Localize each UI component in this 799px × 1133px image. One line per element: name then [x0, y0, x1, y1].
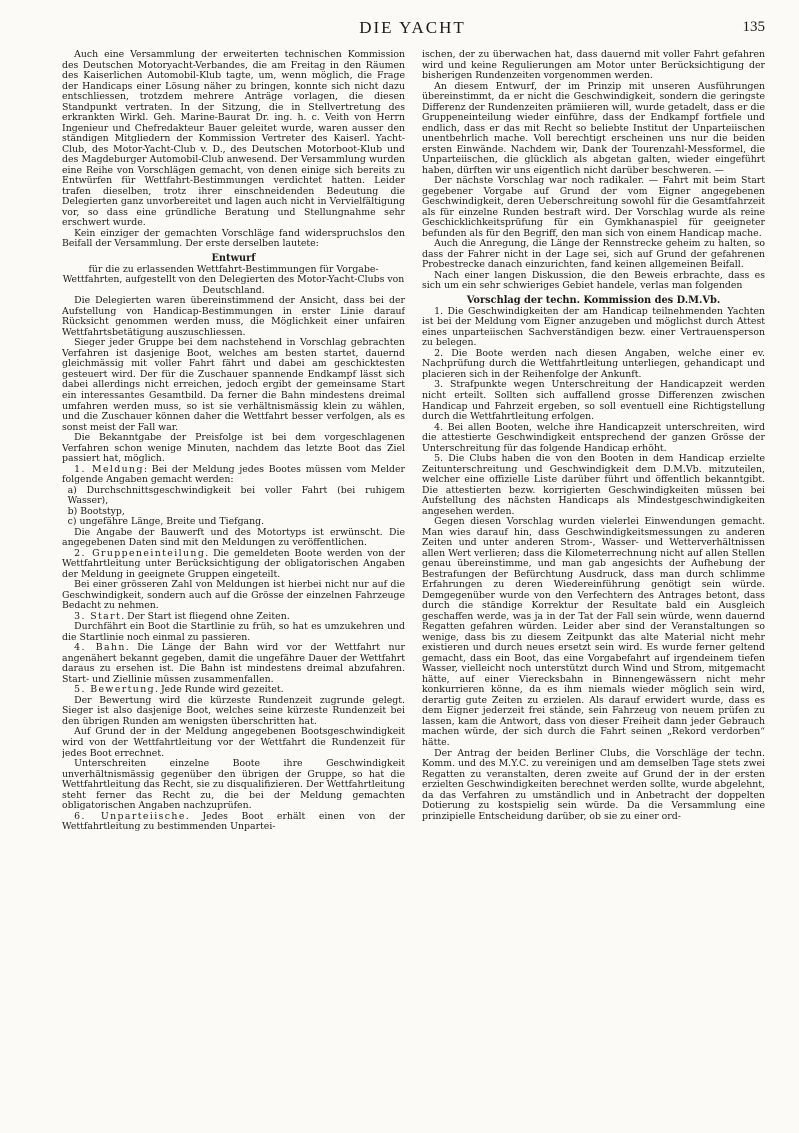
left-column — [62, 50, 405, 1120]
rule-item-2 — [62, 549, 405, 581]
paragraph: Der Bewertung wird die kürzeste Rundenzeit zugrunde gelegt. Sieger ist also dasjenige Boot, welches seine kürzeste Rundenzeit bei den übrigen Runden am wenigsten überschritten hat. — [62, 694, 405, 727]
rule-text: . Der Start ist fliegend ohne Zeiten. — [121, 610, 290, 622]
dmvb-heading: Vorschlag der techn. Kommission des D.M.Vb. — [466, 294, 721, 306]
paragraph: Bei einer grösseren Zahl von Meldungen ist hierbei nicht nur auf die Geschwindigkeit, sondern auch auf die Grösse der einzelnen Fahrzeuge Bedacht zu nehmen. — [62, 579, 405, 612]
paragraph: Durchfährt ein Boot die Startlinie zu früh, so hat es umzukehren und die Startlinie noch einmal zu passieren. — [62, 621, 405, 643]
paragraph: Unterschreiten einzelne Boote ihre Geschwindigkeit unverhältnismässig gegenüber den übrigen der Gruppe, so hat die Wettfahrtleitung das Recht, sie zu disqualifizieren. Der Wettfahrtleitung steht ferner das Recht zu, die bei der Meldung gemachten obligatorischen Angaben nachzuprüfen. — [62, 758, 405, 812]
rule-heading: 2. Gruppeneinteilung — [74, 547, 206, 559]
paragraph: Sieger jeder Gruppe bei dem nachstehend in Vorschlag gebrachten Verfahren ist dasjenige Boot, welches am besten startet, dauernd gleichmässig mit voller Fahrt fährt und dabei am geschicktesten gesteuert wird. Der für die Zuschauer spannende Endkampf lässt sich dabei allerdings nicht erreichen, jedoch ergibt der gemeinsame Start ein interessantes Gesamtbild. Da ferner die Bahn mindestens dreimal umfahren werden muss, so ist sie verhältnismässig klein zu wählen, und die Zuschauer können daher die Wettfahrt besser verfolgen, als es sonst meist der Fall war. — [62, 337, 405, 433]
proposal-item-3: 3. Strafpunkte wegen Unterschreitung der Handicapzeit werden nicht erteilt. Sollten sich auffallend grosse Differenzen zwischen Handicap und Fahrzeit ergeben, so soll eventuell eine Richtigstellung durch die Wettfahrtleitung erfolgen. — [422, 379, 765, 423]
rule-heading: 6. Unparteiische — [74, 810, 186, 822]
paragraph: Kein einziger der gemachten Vorschläge fand widerspruchslos den Beifall der Versammlung. Der erste derselben lautete: — [62, 227, 405, 250]
rule-heading: 5. Bewertung — [74, 684, 155, 696]
paragraph: Der Antrag der beiden Berliner Clubs, die Vorschläge der techn. Komm. und des M.Y.C. zu vereinigen und am demselben Tage stets zwei Regatten zu veranstalten, deren zweite auf Grund der in der ersten erzielten Geschwindigkeiten berechnet werden sollte, wurde abgelehnt, da das Verfahren zu umständlich und in Anbetracht der doppelten Dotierung zu kostspielig sein würde. Da die Versammlung eine prinzipielle Entscheidung darüber, ob sie zu einer ord- — [422, 747, 765, 822]
paragraph: Der nächste Vorschlag war noch radikaler. — Fahrt mit beim Start gegebener Vorgabe auf Grund der vom Eigner angegebenen Geschwindigkeit, deren Ueberschreitung sowohl für die Gesamtfahrzeit als für einzelne Runden bestraft wird. Der Vorschlag wurde als reine Geschicklichkeitsprüfung für ein Gymkhanaspiel für geeigneter befunden als für den Begriff, den man sich von einem Handicap mache. — [422, 175, 765, 239]
proposal-item-1: 1. Die Geschwindigkeiten der am Handicap teilnehmenden Yachten ist bei der Meldung vom Eigner anzugeben und möglichst durch Attest eines unparteiischen Sachverständigen bezw. einer Vertrauensperson zu belegen. — [422, 305, 765, 349]
running-title: DIE YACHT — [359, 18, 466, 37]
rule-text: . Die gemeldeten Boote werden von der Wettfahrtleitung unter Berücksichtigung der obligatorischen Angaben der Meldung in geeignete Gruppen eingeteilt. — [62, 547, 405, 580]
paragraph: Die Bekanntgabe der Preisfolge ist bei dem vorgeschlagenen Verfahren schon wenige Minuten, nachdem das letzte Boot das Ziel passiert hat, möglich. — [62, 432, 405, 465]
rule-text: . Jede Runde wird gezeitet. — [155, 684, 284, 696]
paragraph: Gegen diesen Vorschlag wurden vielerlei Einwendungen gemacht. Man wies darauf hin, dass Geschwindigkeitsmessungen zu anderen Zeiten und unter anderen Strom-, Wasser- und Wetterverhältnissen allen Wert verlieren; dass die Kilometerrechnung nicht auf allen Stellen genau übereinstimme, und man gab angesichts der Aufhebung der Bestrafungen der Befürchtung Ausdruck, dass man durch schlimme Erfahrungen zu deren Wiedereinführung genötigt sein würde. Demgegenüber wurde von den Verfechtern des Antrages betont, dass durch die ständige Korrektur der Resultate bald ein Ausgleich geschaffen werde, was ja in der Tat der Fall sein würde, wenn dauernd Regatten gefahren würden. Leider aber sind der Veranstaltungen so wenige, dass bis zu diesem Zeitpunkt das alte Material nicht mehr existieren und durch neues ersetzt sein wird. Es wurde ferner geltend gemacht, dass ein Boot, das eine Vorgabefahrt auf irgendeinem tiefen Wasser, vielleicht noch unterstützt durch Wind und Strom, mitgemacht hätte, auf einer Vierecksbahn in Binnengewässern nicht mehr konkurrieren könne, da es ihm niemals wieder möglich sein wird, derartig gute Zeiten zu erzielen. Als darauf erwidert wurde, dass es dem Eigner jederzeit frei stände, sein Fahrzeug von neuem prüfen zu lassen, kam die Antwort, dass von dieser Freiheit dann jeder Gebrauch machen würde, der sich durch die Fahrt seinen „Rekord verdorben“ hätte. — [422, 516, 765, 748]
list-item: b) Bootstyp, — [67, 505, 125, 517]
entwurf-subheading: für die zu erlassenden Wettfahrt-Bestimmungen für Vorgabe-Wettfahrten, aufgestellt von den Delegierten des Motor-Yacht-Clubs von Deutschland. — [62, 263, 405, 296]
proposal-item-5: 5. Die Clubs haben die von den Booten in dem Handicap erzielte Zeitunterschreitung und Geschwindigkeit dem D.M.Vb. mitzuteilen, welcher eine offizielle Liste darüber führt und öffentlich bekanntgibt. Die attestierten bezw. korrigierten Geschwindigkeiten müssen bei Aufstellung des nächsten Handicaps als Mindestgeschwindigkeiten angesehen werden. — [422, 453, 765, 517]
rule-text: . Die Länge der Bahn wird vor der Wettfahrt nur angenähert bekannt gegeben, damit die ungefähre Dauer der Wettfahrt daraus zu ersehen ist. Die Bahn ist mindestens dreimal abzufahren. Start- und Ziellinie müssen zusammenfallen. — [62, 642, 405, 685]
proposal-item-2: 2. Die Boote werden nach diesen Angaben, welche einer ev. Nachprüfung durch die Wettfahrtleitung unterliegen, gehandicapt und placieren sich in der Reihenfolge der Ankunft. — [422, 347, 765, 380]
page-header — [60, 18, 765, 40]
paragraph: Auch eine Versammlung der erweiterten technischen Kommission des Deutschen Motoryacht-Verbandes, die am Freitag in den Räumen des Kaiserlichen Automobil-Klub tagte, um, wenn möglich, die Frage der Handicaps einer Lösung näher zu bringen, konnte sich nicht dazu entschliessen, trotzdem mehrere Anträge vorlagen, die diesen Standpunkt vertraten. In der Sitzung, die in Stellvertretung des erkrankten Wirkl. Geh. Marine-Baurat Dr. ing. h. c. Veith von Herrn Ingenieur und Chefredakteur Bauer geleitet wurde, waren ausser den ständigen Mitgliedern der Kommission Vertreter des Kaiserl. Yacht-Club, des Motor-Yacht-Club v. D., des Deutschen Motorboot-Klub und des Magdeburger Automobil-Club anwesend. Der Versammlung wurden eine Reihe von Vorschlägen gemacht, von denen einige sich bereits zu Entwürfen für Wettfahrt-Bestimmungen verdichtet hatten. Leider trafen dieselben, trotz ihrer einschneidenden Bedeutung die Delegierten ganz unvorbereitet und lagen auch nicht in Vervielfältigung vor, so dass eine gründliche Beratung und Stellungnahme sehr erschwert wurde. — [62, 50, 405, 229]
rule-text: . Jedes Boot erhält einen von der Wettfahrtleitung zu bestimmenden Unpartei- — [62, 810, 405, 833]
paragraph: ischen, der zu überwachen hat, dass dauernd mit voller Fahrt gefahren wird und keine Regulierungen am Motor unter Berücksichtigung der bisherigen Rundenzeiten vorgenommen werden. — [422, 50, 765, 82]
paragraph: Die Delegierten waren übereinstimmend der Ansicht, dass bei der Aufstellung von Handicap-Bestimmungen in erster Linie darauf Rücksicht genommen werden muss, die Möglichkeit einer unfairen Wettfahrtsbetätigung auszuschliessen. — [62, 295, 405, 338]
list-item: c) ungefähre Länge, Breite und Tiefgang. — [67, 516, 265, 528]
proposal-item-4: 4. Bei allen Booten, welche ihre Handicapzeit unterschreiten, wird die attestierte Geschwindigkeit entsprechend der ganzen Grösse der Unterschreitung für das folgende Handicap erhöht. — [422, 421, 765, 454]
rule-heading: 1. Meldung — [74, 463, 144, 475]
list-item: a) Durchschnittsgeschwindigkeit bei voller Fahrt (bei ruhigem Wasser), — [67, 484, 405, 507]
rule-item-4 — [62, 643, 405, 685]
paragraph: Nach einer langen Diskussion, die den Beweis erbrachte, dass es sich um ein sehr schwieriges Gebiet handele, verlas man folgenden — [422, 269, 765, 292]
right-column — [422, 50, 765, 1120]
paragraph: An diesem Entwurf, der im Prinzip mit unseren Ausführungen übereinstimmt, da er nicht die Geschwindigkeit, sondern die geringste Differenz der Rundenzeiten prämiieren will, wurde getadelt, dass er die Gruppeneinteilung wieder einführe, dass der Endkampf fortfiele und endlich, dass er das mit Recht so beliebte Institut der Unparteiischen unentbehrlich mache. Voll berechtigt erscheinen uns nur die beiden ersten Einwände. Nachdem wir, Dank der Tourenzahl-Messformel, die Unparteiischen, die glücklich als abgetan galten, wieder eingeführt haben, dürften wir uns eigentlich nicht darüber beschweren. — — [422, 80, 765, 176]
rule-item-1 — [62, 465, 405, 486]
article-body — [62, 50, 765, 1120]
rule-heading: 3. Start — [74, 610, 122, 622]
entwurf-heading: Entwurf — [211, 252, 256, 264]
rule-item-6 — [62, 812, 405, 833]
paragraph: Auch die Anregung, die Länge der Rennstrecke geheim zu halten, so dass der Fahrer nicht in der Lage sei, sich auf Grund der gefahrenen Probestrecke danach einzurichten, fand keinen allgemeinen Beifall. — [422, 238, 765, 271]
paragraph: Auf Grund der in der Meldung angegebenen Bootsgeschwindigkeit wird von der Wettfahrtleitung vor der Wettfahrt die Rundenzeit für jedes Boot errechnet. — [62, 726, 405, 759]
paragraph: Die Angabe der Bauwerft und des Motortyps ist erwünscht. Die angegebenen Daten sind mit den Meldungen zu veröffentlichen. — [62, 526, 405, 549]
rule-heading: 4. Bahn — [74, 642, 126, 654]
rule-text: : Bei der Meldung jedes Bootes müssen vom Melder folgende Angaben gemacht werden: — [62, 463, 405, 486]
page-number: 135 — [742, 19, 765, 35]
